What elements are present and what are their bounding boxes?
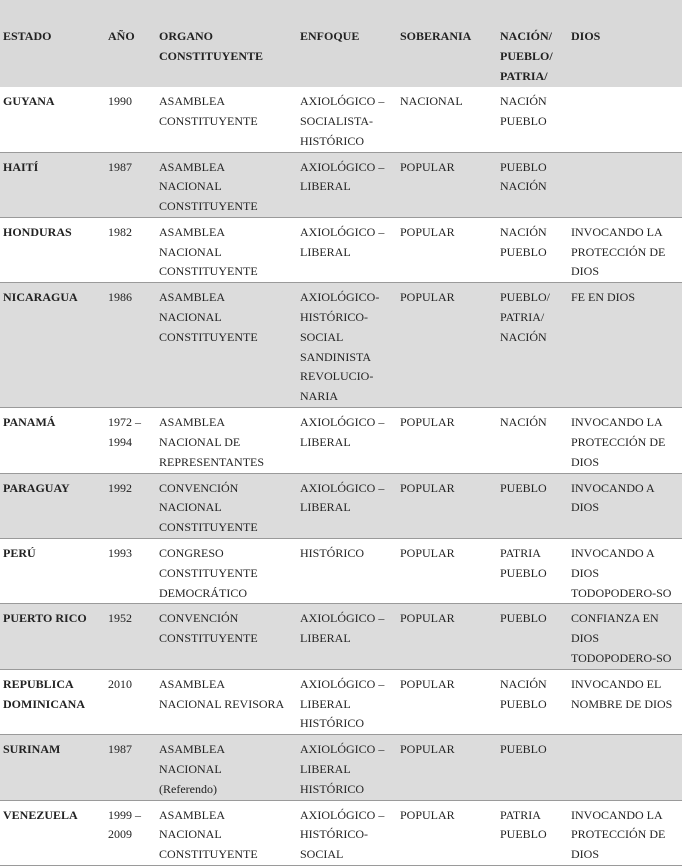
- cell-soberania: POPULAR: [400, 408, 500, 473]
- cell-organo: ASAMBLEA NACIONAL CONSTITUYENTE: [159, 152, 300, 217]
- cell-estado: SURINAM: [0, 735, 108, 800]
- table-row: [0, 473, 682, 538]
- cell-dios: [571, 735, 682, 800]
- table-row: [0, 283, 682, 408]
- table-row: [0, 152, 682, 217]
- cell-enfoque: AXIOLÓGICO – LIBERAL: [300, 152, 400, 217]
- cell-nacion: PUEBLO: [500, 735, 571, 800]
- cell-nacion: PATRIA PUEBLO: [500, 539, 571, 604]
- cell-ano: 1992: [108, 473, 159, 538]
- cell-estado: NICARAGUA: [0, 283, 108, 408]
- cell-dios: INVOCANDO LA PROTECCIÓN DE DIOS: [571, 408, 682, 473]
- cell-organo: ASAMBLEA NACIONAL REVISORA: [159, 669, 300, 734]
- cell-nacion: PATRIA PUEBLO: [500, 800, 571, 865]
- cell-ano: 1987: [108, 735, 159, 800]
- cell-estado: PERÚ: [0, 539, 108, 604]
- cell-soberania: POPULAR: [400, 473, 500, 538]
- cell-organo: ASAMBLEA NACIONAL CONSTITUYENTE: [159, 283, 300, 408]
- cell-dios: [571, 152, 682, 217]
- cell-enfoque: AXIOLÓGICO – HISTÓRICO- SOCIAL: [300, 800, 400, 865]
- cell-nacion: NACIÓN PUEBLO: [500, 94, 547, 128]
- cell-soberania: POPULAR: [400, 604, 500, 669]
- cell-estado: HAITÍ: [0, 152, 108, 217]
- cell-enfoque: AXIOLÓGICO – LIBERAL: [300, 217, 400, 282]
- table-row: [0, 408, 682, 473]
- table-row: [0, 87, 682, 152]
- cell-soberania: NACIONAL: [400, 94, 463, 108]
- cell-estado: PANAMÁ: [0, 408, 108, 473]
- cell-enfoque: AXIOLÓGICO – LIBERAL: [300, 473, 400, 538]
- cell-estado: GUYANA: [3, 94, 55, 108]
- cell-dios: [571, 87, 682, 152]
- table-row: [0, 669, 682, 734]
- cell-nacion: NACIÓN PUEBLO: [500, 669, 571, 734]
- cell-nacion: PUEBLO/ PATRIA/ NACIÓN: [500, 283, 571, 408]
- cell-soberania: POPULAR: [400, 283, 500, 408]
- cell-estado: PUERTO RICO: [0, 604, 108, 669]
- header-row: [0, 0, 682, 87]
- cell-ano: 1952: [108, 604, 159, 669]
- table-row: [0, 735, 682, 800]
- cell-ano: 1986: [108, 283, 159, 408]
- cell-organo: CONVENCIÓN CONSTITUYENTE: [159, 604, 300, 669]
- cell-nacion: PUEBLO: [500, 604, 571, 669]
- table-row: [0, 539, 682, 604]
- cell-enfoque: AXIOLÓGICO- HISTÓRICO- SOCIAL SANDINISTA REVOLUCIO- NARIA: [300, 283, 400, 408]
- cell-estado: PARAGUAY: [0, 473, 108, 538]
- cell-organo: ASAMBLEA NACIONAL CONSTITUYENTE: [159, 800, 300, 865]
- cell-ano: 1993: [108, 539, 159, 604]
- cell-organo: CONGRESO CONSTITUYENTE DEMOCRÁTICO: [159, 539, 300, 604]
- cell-estado: HONDURAS: [0, 217, 108, 282]
- cell-enfoque: AXIOLÓGICO – LIBERAL: [300, 604, 400, 669]
- cell-ano: 1982: [108, 217, 159, 282]
- cell-nacion: NACIÓN: [500, 408, 571, 473]
- cell-estado: REPUBLICA DOMINICANA: [0, 669, 108, 734]
- cell-dios: INVOCANDO EL NOMBRE DE DIOS: [571, 669, 682, 734]
- cell-ano: 1987: [108, 152, 159, 217]
- header-dios: DIOS: [571, 29, 601, 43]
- cell-enfoque: HISTÓRICO: [300, 539, 400, 604]
- cell-dios: INVOCANDO LA PROTECCIÓN DE DIOS: [571, 800, 682, 865]
- cell-soberania: POPULAR: [400, 217, 500, 282]
- cell-soberania: POPULAR: [400, 539, 500, 604]
- cell-organo: ASAMBLEA CONSTITUYENTE: [159, 94, 258, 128]
- cell-dios: INVOCANDO A DIOS TODOPODERO-SO: [571, 539, 682, 604]
- cell-organo: ASAMBLEA NACIONAL DE REPRESENTANTES: [159, 408, 300, 473]
- header-soberania: SOBERANIA: [400, 29, 472, 43]
- cell-organo: CONVENCIÓN NACIONAL CONSTITUYENTE: [159, 473, 300, 538]
- cell-enfoque: AXIOLÓGICO – LIBERAL: [300, 408, 400, 473]
- table-row: [0, 217, 682, 282]
- cell-nacion: NACIÓN PUEBLO: [500, 217, 571, 282]
- cell-enfoque: AXIOLÓGICO – SOCIALISTA- HISTÓRICO: [300, 94, 385, 148]
- cell-organo: ASAMBLEA NACIONAL CONSTITUYENTE: [159, 217, 300, 282]
- cell-enfoque: AXIOLÓGICO – LIBERAL HISTÓRICO: [300, 669, 400, 734]
- header-nacion-pueblo-patria: NACIÓN/ PUEBLO/ PATRIA/: [500, 29, 553, 83]
- cell-nacion: PUEBLO NACIÓN: [500, 152, 571, 217]
- header-estado: ESTADO: [3, 29, 52, 43]
- cell-soberania: POPULAR: [400, 669, 500, 734]
- cell-dios: INVOCANDO A DIOS: [571, 473, 682, 538]
- cell-soberania: POPULAR: [400, 735, 500, 800]
- cell-nacion: PUEBLO: [500, 473, 571, 538]
- header-ano: AÑO: [108, 29, 135, 43]
- cell-soberania: POPULAR: [400, 800, 500, 865]
- cell-ano: 1990: [108, 94, 132, 108]
- header-organo-constituyente: ORGANO CONSTITUYENTE: [159, 29, 264, 63]
- cell-ano: 1972 – 1994: [108, 408, 159, 473]
- cell-enfoque: AXIOLÓGICO – LIBERAL HISTÓRICO: [300, 735, 400, 800]
- cell-organo: ASAMBLEA NACIONAL (Referendo): [159, 735, 300, 800]
- cell-dios: CONFIANZA EN DIOS TODOPODERO-SO: [571, 604, 682, 669]
- cell-dios: INVOCANDO LA PROTECCIÓN DE DIOS: [571, 217, 682, 282]
- cell-dios: FE EN DIOS: [571, 283, 682, 408]
- table-row: [0, 604, 682, 669]
- cell-soberania: POPULAR: [400, 152, 500, 217]
- cell-ano: 1999 – 2009: [108, 800, 159, 865]
- cell-ano: 2010: [108, 669, 159, 734]
- table-row: [0, 800, 682, 865]
- cell-estado: VENEZUELA: [0, 800, 108, 865]
- header-enfoque: ENFOQUE: [300, 29, 360, 43]
